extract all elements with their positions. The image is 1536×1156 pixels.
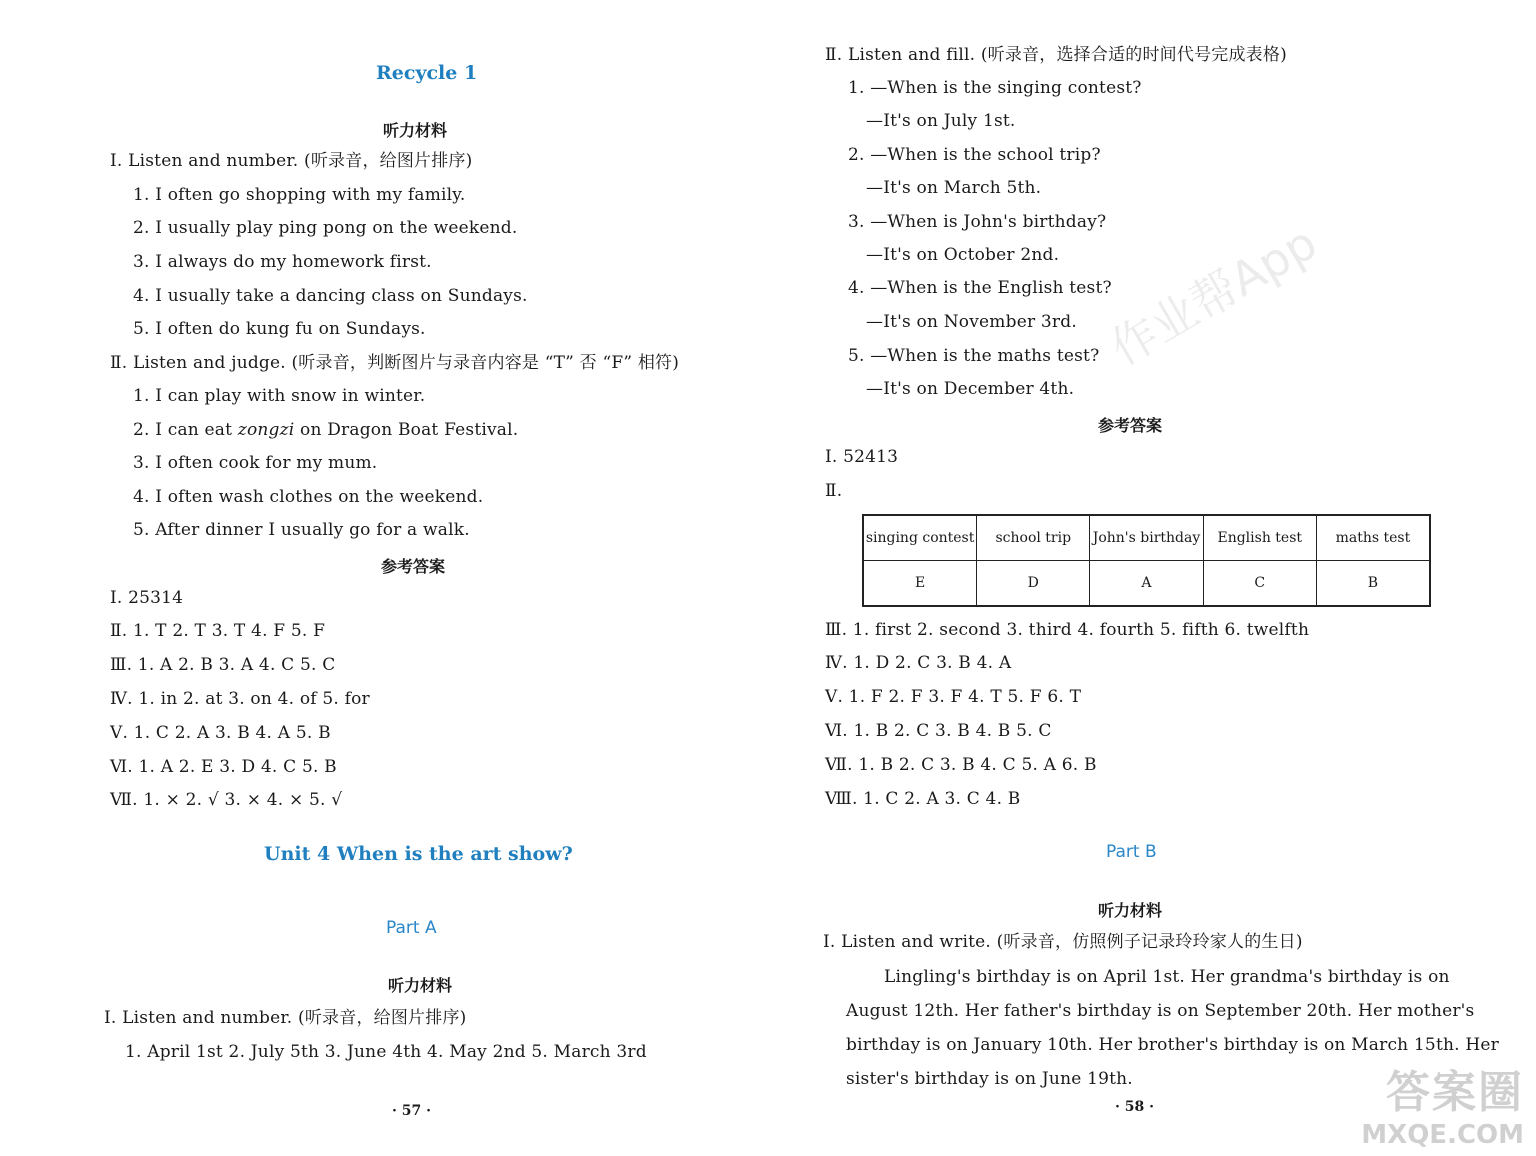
answer-table — [862, 514, 1431, 607]
watermark-logo — [1361, 1056, 1524, 1150]
sec1-item: 3. I always do my homework first. — [133, 252, 432, 272]
paragraph-line: August 12th. Her father's birthday is on September 20th. Her mother's — [846, 1001, 1475, 1021]
dialog-line: 1. —When is the singing contest? — [848, 78, 1142, 98]
table-header-cell: John's birthday — [1090, 515, 1203, 561]
answer-line: Ⅳ. 1. in 2. at 3. on 4. of 5. for — [110, 689, 370, 709]
table-cell: D — [977, 561, 1090, 607]
answer-line: Ⅶ. 1. × 2. √ 3. × 4. × 5. √ — [110, 790, 343, 810]
logo-text: 答案圈 — [1386, 1067, 1524, 1118]
table-header-cell: school trip — [977, 515, 1090, 561]
answer-line: Ⅰ. 52413 — [825, 447, 899, 467]
page-number: · 58 · — [1115, 1099, 1154, 1115]
dialog-line: 3. —When is John's birthday? — [848, 212, 1107, 232]
sec1-item: 4. I usually take a dancing class on Sundays. — [133, 286, 528, 306]
section-1-title: Ⅰ. Listen and number. (听录音，给图片排序) — [110, 151, 473, 171]
sec2-item: 1. I can play with snow in winter. — [133, 386, 426, 406]
listening-heading-2: 听力材料 — [388, 976, 453, 995]
logo-url: MXQE.COM — [1361, 1120, 1524, 1150]
sec2-item: 5. After dinner I usually go for a walk. — [133, 520, 470, 540]
table-cell: A — [1090, 561, 1203, 607]
table-cell: E — [863, 561, 977, 607]
answer-line: Ⅱ. 1. T 2. T 3. T 4. F 5. F — [110, 621, 326, 641]
dialog-line: —It's on November 3rd. — [866, 312, 1077, 332]
table-header-cell: maths test — [1316, 515, 1430, 561]
answer-line: Ⅵ. 1. A 2. E 3. D 4. C 5. B — [110, 757, 337, 777]
table-row — [863, 561, 1430, 607]
watermark: 作业帮App — [1101, 215, 1326, 376]
dialog-line: 5. —When is the maths test? — [848, 346, 1100, 366]
right-page — [768, 0, 1536, 1156]
sec1-item: 1. I often go shopping with my family. — [133, 185, 466, 205]
listening-heading: 听力材料 — [1098, 901, 1163, 920]
paragraph-line: Lingling's birthday is on April 1st. Her grandma's birthday is on — [884, 967, 1450, 987]
dialog-line: —It's on July 1st. — [866, 111, 1016, 131]
answer-line: Ⅷ. 1. C 2. A 3. C 4. B — [825, 789, 1021, 809]
sec2-item: 2. I can eat zongzi on Dragon Boat Festival. — [133, 420, 519, 440]
listening-heading: 听力材料 — [383, 121, 448, 140]
unit-title: Unit 4 When is the art show? — [264, 843, 573, 865]
dialog-line: —It's on December 4th. — [866, 379, 1075, 399]
answers-heading: 参考答案 — [1098, 416, 1163, 435]
answer-line: Ⅲ. 1. A 2. B 3. A 4. C 5. C — [110, 655, 336, 675]
table-cell: C — [1203, 561, 1316, 607]
answer-line: Ⅲ. 1. first 2. second 3. third 4. fourth 5. fifth 6. twelfth — [825, 620, 1310, 640]
sec3-items: 1. April 1st 2. July 5th 3. June 4th 4. May 2nd 5. March 3rd — [125, 1042, 647, 1062]
recycle-title: Recycle 1 — [376, 62, 478, 84]
part-a-title: Part A — [386, 918, 437, 938]
answer-line: Ⅱ. — [825, 481, 843, 501]
table-cell: B — [1316, 561, 1430, 607]
paragraph-line: birthday is on January 10th. Her brother's birthday is on March 15th. Her — [846, 1035, 1499, 1055]
sec2-item: 4. I often wash clothes on the weekend. — [133, 487, 484, 507]
answer-line: Ⅶ. 1. B 2. C 3. B 4. C 5. A 6. B — [825, 755, 1097, 775]
sec1-item: 5. I often do kung fu on Sundays. — [133, 319, 426, 339]
answer-line: Ⅴ. 1. C 2. A 3. B 4. A 5. B — [110, 723, 331, 743]
paragraph-line: sister's birthday is on June 19th. — [846, 1069, 1133, 1089]
section-b-title: Ⅰ. Listen and write. (听录音，仿照例子记录玲玲家人的生日) — [823, 932, 1303, 952]
table-header-cell: English test — [1203, 515, 1316, 561]
page-number: · 57 · — [392, 1103, 431, 1119]
answer-line: Ⅳ. 1. D 2. C 3. B 4. A — [825, 653, 1012, 673]
sec1-item: 2. I usually play ping pong on the weekend. — [133, 218, 518, 238]
section-3-title: Ⅰ. Listen and number. (听录音，给图片排序) — [104, 1008, 467, 1028]
answer-line: Ⅰ. 25314 — [110, 588, 184, 608]
dialog-line: —It's on October 2nd. — [866, 245, 1060, 265]
table-header-cell: singing contest — [863, 515, 977, 561]
section-title: Ⅱ. Listen and fill. (听录音，选择合适的时间代号完成表格) — [825, 45, 1287, 65]
dialog-line: 2. —When is the school trip? — [848, 145, 1101, 165]
answer-line: Ⅵ. 1. B 2. C 3. B 4. B 5. C — [825, 721, 1052, 741]
dialog-line: 4. —When is the English test? — [848, 278, 1112, 298]
answers-heading: 参考答案 — [381, 557, 446, 576]
table-header-row — [863, 515, 1430, 561]
part-b-title: Part B — [1106, 842, 1157, 862]
section-2-title: Ⅱ. Listen and judge. (听录音，判断图片与录音内容是 “T” 否 “F” 相符) — [110, 353, 680, 373]
answer-line: Ⅴ. 1. F 2. F 3. F 4. T 5. F 6. T — [825, 687, 1082, 707]
dialog-line: —It's on March 5th. — [866, 178, 1042, 198]
sec2-item: 3. I often cook for my mum. — [133, 453, 378, 473]
